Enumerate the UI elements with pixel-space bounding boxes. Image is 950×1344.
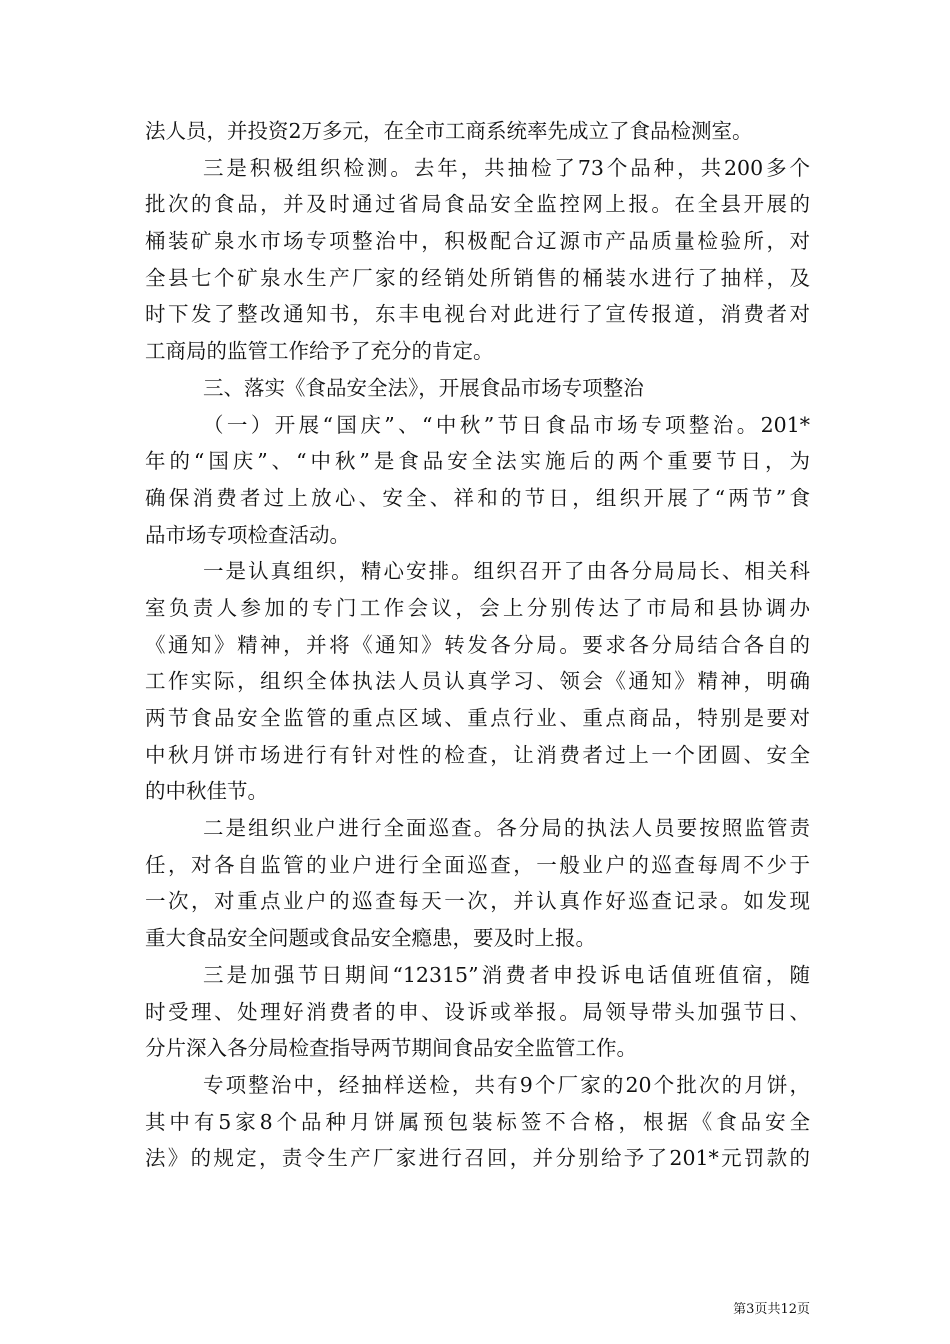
text-line: 一次，对重点业户的巡查每天一次，并认真作好巡查记录。如发现 (145, 889, 810, 914)
text-line: 法人员，并投资2万多元，在全市工商系统率先成立了食品检测室。 (145, 119, 753, 143)
document-body (145, 113, 810, 1177)
text-line: 中秋月饼市场进行有针对性的检查，让消费者过上一个团圆、安全 (145, 742, 810, 767)
text-line: 重大食品安全问题或食品安全瘾患，要及时上报。 (145, 926, 596, 951)
text-line: 桶装矿泉水市场专项整治中，积极配合辽源市产品质量检验所，对 (145, 229, 810, 254)
text-line: 工商局的监管工作给予了充分的肯定。 (145, 339, 494, 364)
text-line: （一）开展“国庆”、“中秋”节日食品市场专项整治。201* (203, 412, 810, 437)
text-line: 时受理、处理好消费者的申、设诉或举报。局领导带头加强节日、 (145, 999, 810, 1024)
section-heading: 三、落实《食品安全法》，开展食品市场专项整治 (203, 375, 644, 400)
page-number: 第3页共12页 (733, 1302, 810, 1317)
text-line: 品市场专项检查活动。 (145, 522, 350, 547)
text-line: 三是积极组织检测。去年，共抽检了73个品种，共200多个 (203, 155, 810, 180)
text-line: 两节食品安全监管的重点区域、重点行业、重点商品，特别是要对 (145, 706, 810, 730)
text-line: 专项整治中，经抽样送检，共有9个厂家的20个批次的月饼， (203, 1072, 810, 1097)
text-line: 分片深入各分局检查指导两节期间食品安全监管工作。 (145, 1036, 637, 1061)
text-line: 时下发了整改通知书，东丰电视台对此进行了宣传报道，消费者对 (145, 302, 810, 327)
text-line: 年的“国庆”、“中秋”是食品安全法实施后的两个重要节日，为 (145, 449, 810, 474)
text-line: 工作实际，组织全体执法人员认真学习、领会《通知》精神，明确 (145, 669, 810, 694)
text-line: 二是组织业户进行全面巡查。各分局的执法人员要按照监管责 (203, 816, 810, 841)
text-line: 三是加强节日期间“12315”消费者申投诉电话值班值宿，随 (203, 962, 810, 987)
text-line: 任，对各自监管的业户进行全面巡查，一般业户的巡查每周不少于 (145, 852, 810, 877)
text-line: 批次的食品，并及时通过省局食品安全监控网上报。在全县开展的 (145, 192, 810, 217)
text-line: 法》的规定，责令生产厂家进行召回，并分别给予了201*元罚款的 (145, 1146, 810, 1171)
text-line: 《通知》精神，并将《通知》转发各分局。要求各分局结合各自的 (145, 632, 810, 657)
text-line: 全县七个矿泉水生产厂家的经销处所销售的桶装水进行了抽样，及 (145, 265, 810, 290)
text-line: 一是认真组织，精心安排。组织召开了由各分局局长、相关科 (203, 559, 810, 584)
text-line: 室负责人参加的专门工作会议，会上分别传达了市局和县协调办 (145, 595, 810, 620)
text-line: 的中秋佳节。 (145, 779, 268, 804)
text-line: 确保消费者过上放心、安全、祥和的节日，组织开展了“两节”食 (145, 485, 810, 510)
text-line: 其中有5家8个品种月饼属预包装标签不合格，根据《食品安全 (145, 1109, 810, 1134)
